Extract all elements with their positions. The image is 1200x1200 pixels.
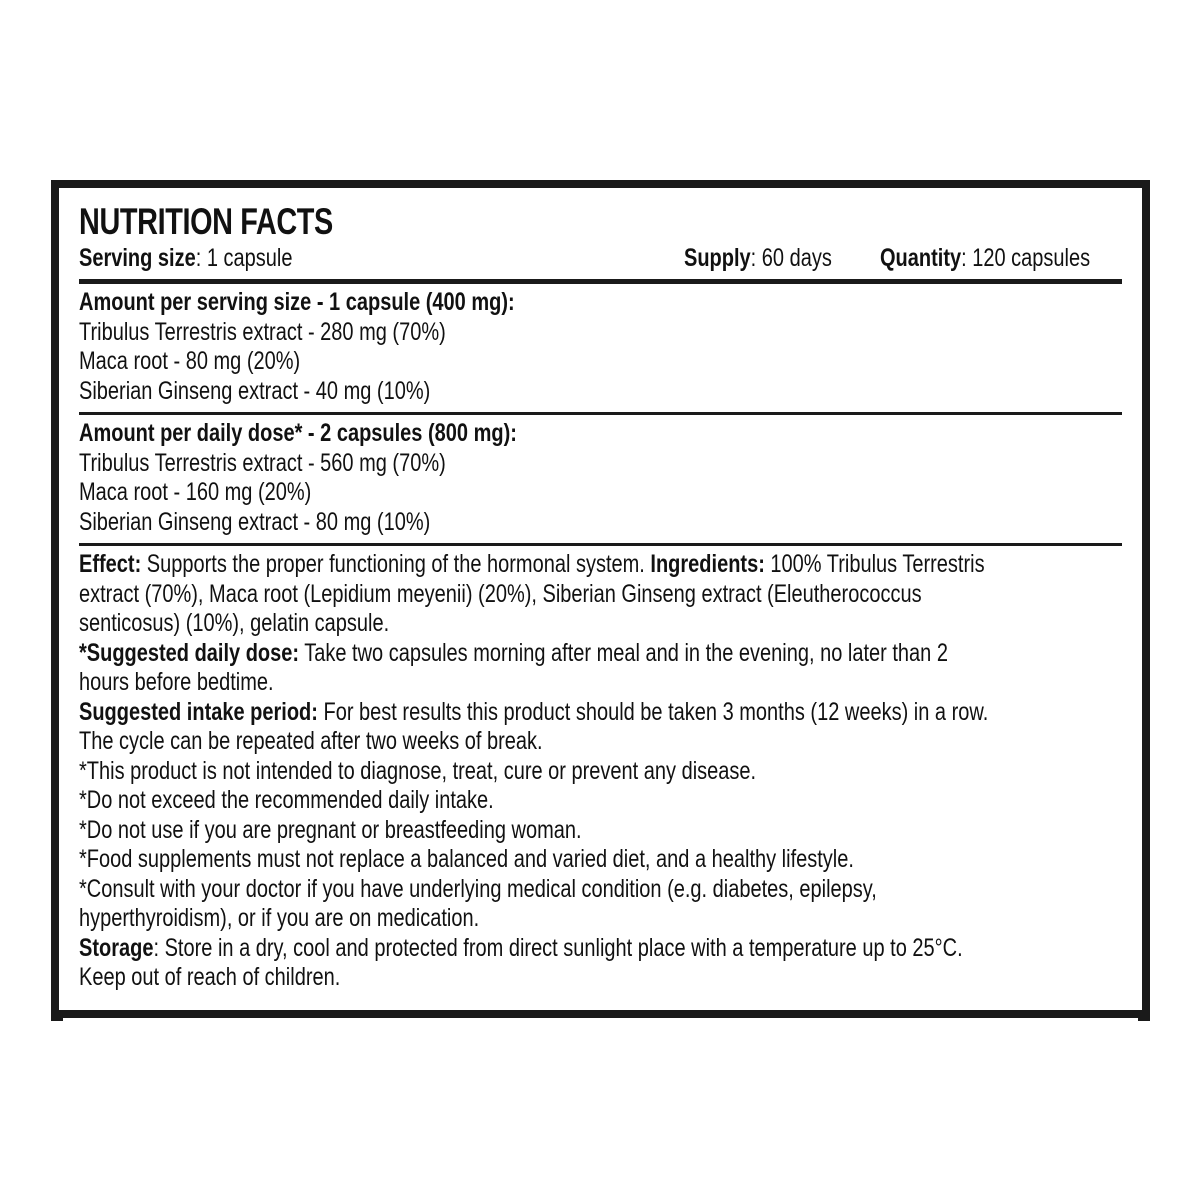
quantity-label: Quantity	[880, 244, 962, 272]
per-daily-dose-section	[79, 419, 1122, 537]
warning-line: *Food supplements must not replace a balanced and varied diet, and a healthy lifestyle.	[79, 845, 854, 873]
suggested-daily-dose-line: *Suggested daily dose: Take two capsules morning after meal and in the evening, no later than 2	[79, 638, 948, 667]
quantity	[880, 242, 1143, 274]
per-serving-item: Tribulus Terrestris extract - 280 mg (70%)	[79, 317, 446, 346]
quantity-value: : 120 capsules	[961, 244, 1091, 272]
warning-line: *Do not use if you are pregnant or breastfeeding woman.	[79, 815, 582, 844]
serving-size	[79, 242, 346, 274]
supply	[684, 242, 869, 274]
suggested-daily-dose-line: hours before bedtime.	[79, 668, 274, 696]
intake-period-line: The cycle can be repeated after two weeks of break.	[79, 727, 543, 755]
nutrition-facts-content	[79, 202, 1122, 993]
divider	[79, 543, 1122, 546]
storage-line: Keep out of reach of children.	[79, 963, 341, 991]
per-serving-item: Maca root - 80 mg (20%)	[79, 347, 301, 375]
nutrition-facts-title: NUTRITION FACTS	[79, 201, 333, 242]
serving-summary-row	[79, 242, 1122, 274]
per-daily-dose-item: Tribulus Terrestris extract - 560 mg (70%)	[79, 448, 446, 477]
suggested-daily-dose-label: *Suggested daily dose:	[79, 638, 300, 667]
warning-line: *Consult with your doctor if you have underlying medical condition (e.g. diabetes, epilepsy,	[79, 874, 877, 903]
storage-line: Storage: Store in a dry, cool and protected from direct sunlight place with a temperature up to 25°C.	[79, 933, 963, 962]
nutrition-facts-panel	[51, 180, 1150, 1018]
supply-value: : 60 days	[750, 244, 832, 272]
per-serving-heading: Amount per serving size - 1 capsule (400 mg):	[79, 288, 515, 316]
serving-size-value: : 1 capsule	[195, 244, 293, 272]
divider-thick	[79, 279, 1122, 284]
warning-line: *This product is not intended to diagnose, treat, cure or prevent any disease.	[79, 756, 757, 785]
storage-label: Storage	[79, 933, 154, 962]
per-daily-dose-heading: Amount per daily dose* - 2 capsules (800 mg):	[79, 419, 517, 447]
ingredients-line: senticosus) (10%), gelatin capsule.	[79, 609, 390, 637]
supply-label: Supply	[684, 244, 751, 272]
effect-ingredients-line: Effect: Supports the proper functioning of the hormonal system. Ingredients: 100% Tribulus Terrestris	[79, 550, 985, 578]
warning-line: hyperthyroidism), or if you are on medication.	[79, 904, 480, 932]
per-serving-item: Siberian Ginseng extract - 40 mg (10%)	[79, 376, 431, 405]
intake-period-line: Suggested intake period: For best results this product should be taken 3 months (12 weeks) in a row.	[79, 697, 989, 726]
serving-size-label: Serving size	[79, 244, 196, 272]
divider	[79, 412, 1122, 415]
ingredients-label: Ingredients:	[650, 550, 765, 578]
crop-mark	[51, 1018, 63, 1021]
details-section	[79, 550, 1122, 993]
effect-label: Effect:	[79, 550, 142, 578]
warning-line: *Do not exceed the recommended daily intake.	[79, 786, 494, 814]
ingredients-line: extract (70%), Maca root (Lepidium meyenii) (20%), Siberian Ginseng extract (Eleutherococcus	[79, 579, 922, 608]
per-daily-dose-item: Siberian Ginseng extract - 80 mg (10%)	[79, 507, 431, 536]
crop-mark	[1138, 1018, 1150, 1021]
per-serving-section	[79, 288, 1122, 406]
per-daily-dose-item: Maca root - 160 mg (20%)	[79, 478, 312, 506]
intake-period-label: Suggested intake period:	[79, 697, 318, 726]
